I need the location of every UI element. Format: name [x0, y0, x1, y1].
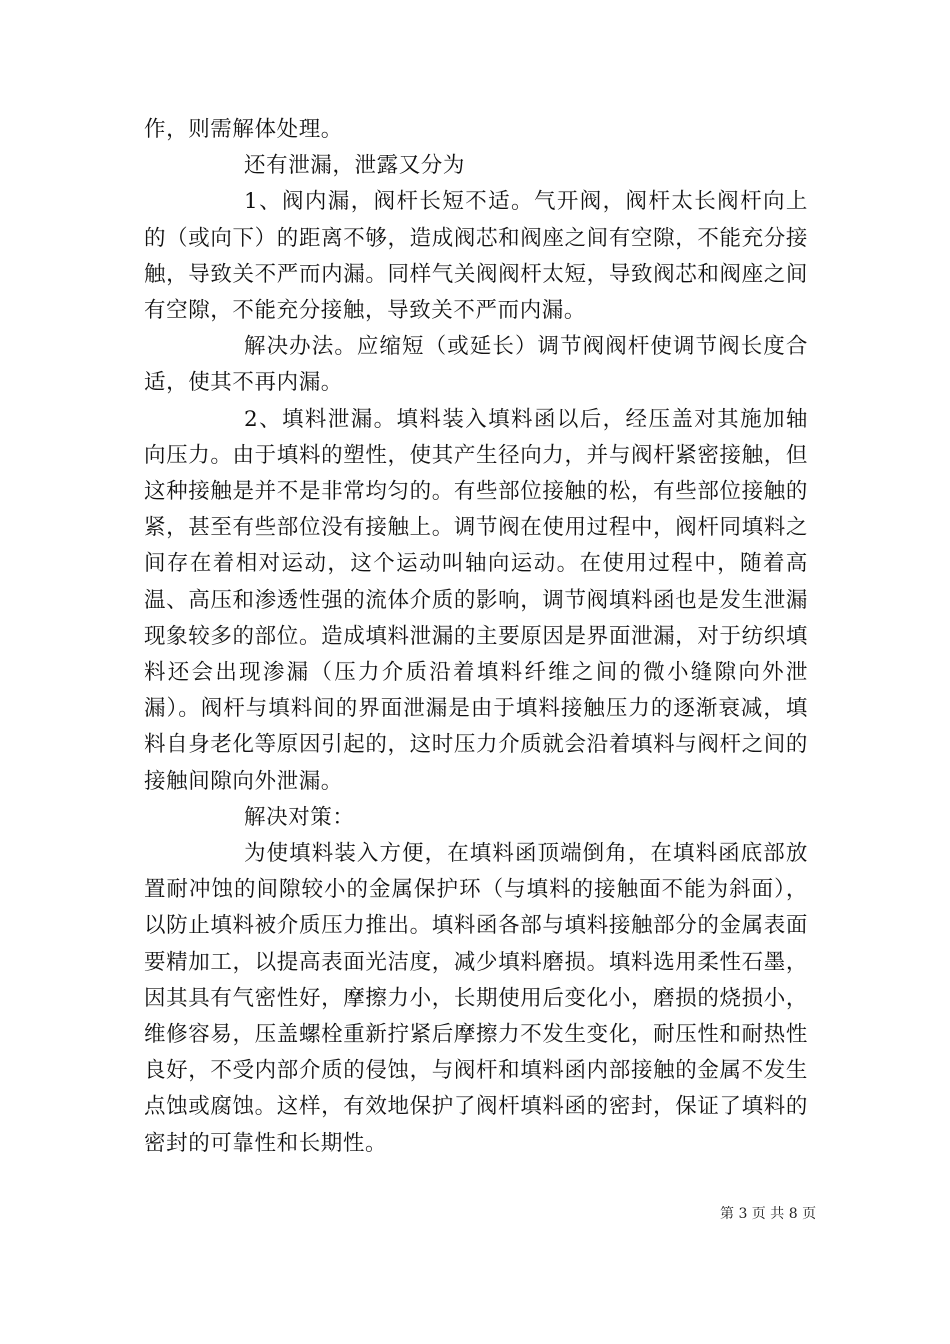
paragraph-packing-leak: 2、填料泄漏。填料装入填料函以后，经压盖对其施加轴向压力。由于填料的塑性，使其产生径向力，并与阀杆紧密接触，但这种接触是并不是非常均匀的。有些部位接触的松，有些部位接触的紧，甚至有些部位没有接触上。调节阀在使用过程中，阀杆同填料之间存在着相对运动，这个运动叫轴向运动。在使用过程中，随着高温、高压和渗透性强的流体介质的影响，调节阀填料函也是发生泄漏现象较多的部位。造成填料泄漏的主要原因是界面泄漏，对于纺织填料还会出现渗漏（压力介质沿着填料纤维之间的微小缝隙向外泄漏）。阀杆与填料间的界面泄漏是由于填料接触压力的逐渐衰减，填料自身老化等原因引起的，这时压力介质就会沿着填料与阀杆之间的接触间隙向外泄漏。 [144, 406, 808, 794]
paragraph-solution-2: 为使填料装入方便，在填料函顶端倒角，在填料函底部放置耐冲蚀的间隙较小的金属保护环（与填料的接触面不能为斜面），以防止填料被介质压力推出。填料函各部与填料接触部分的金属表面要精加工，以提高表面光洁度，减少填料磨损。填料选用柔性石墨，因其具有气密性好，摩擦力小，长期使用后变化小，磨损的烧损小，维修容易，压盖螺栓重新拧紧后摩擦力不发生变化，耐压性和耐热性良好，不受内部介质的侵蚀，与阀杆和填料函内部接触的金属不发生点蚀或腐蚀。这样，有效地保护了阀杆填料函的密封，保证了填料的密封的可靠性和长期性。 [144, 841, 808, 1156]
page-number-footer: 第 3 页 共 8 页 [720, 1206, 817, 1222]
paragraph-solution-heading: 解决对策： [244, 804, 355, 830]
paragraph-solution-1: 解决办法。应缩短（或延长）调节阀阀杆使调节阀长度合适，使其不再内漏。 [144, 334, 808, 396]
paragraph-internal-leak: 1、阀内漏，阀杆长短不适。气开阀，阀杆太长阀杆向上的（或向下）的距离不够，造成阀芯和阀座之间有空隙，不能充分接触，导致关不严而内漏。同样气关阀阀杆太短，导致阀芯和阀座之间有空隙，不能充分接触，导致关不严而内漏。 [144, 189, 808, 324]
document-body [144, 112, 808, 1162]
paragraph-leak-intro: 还有泄漏，泄露又分为 [244, 153, 466, 179]
paragraph-continuation: 作，则需解体处理。 [144, 117, 343, 142]
